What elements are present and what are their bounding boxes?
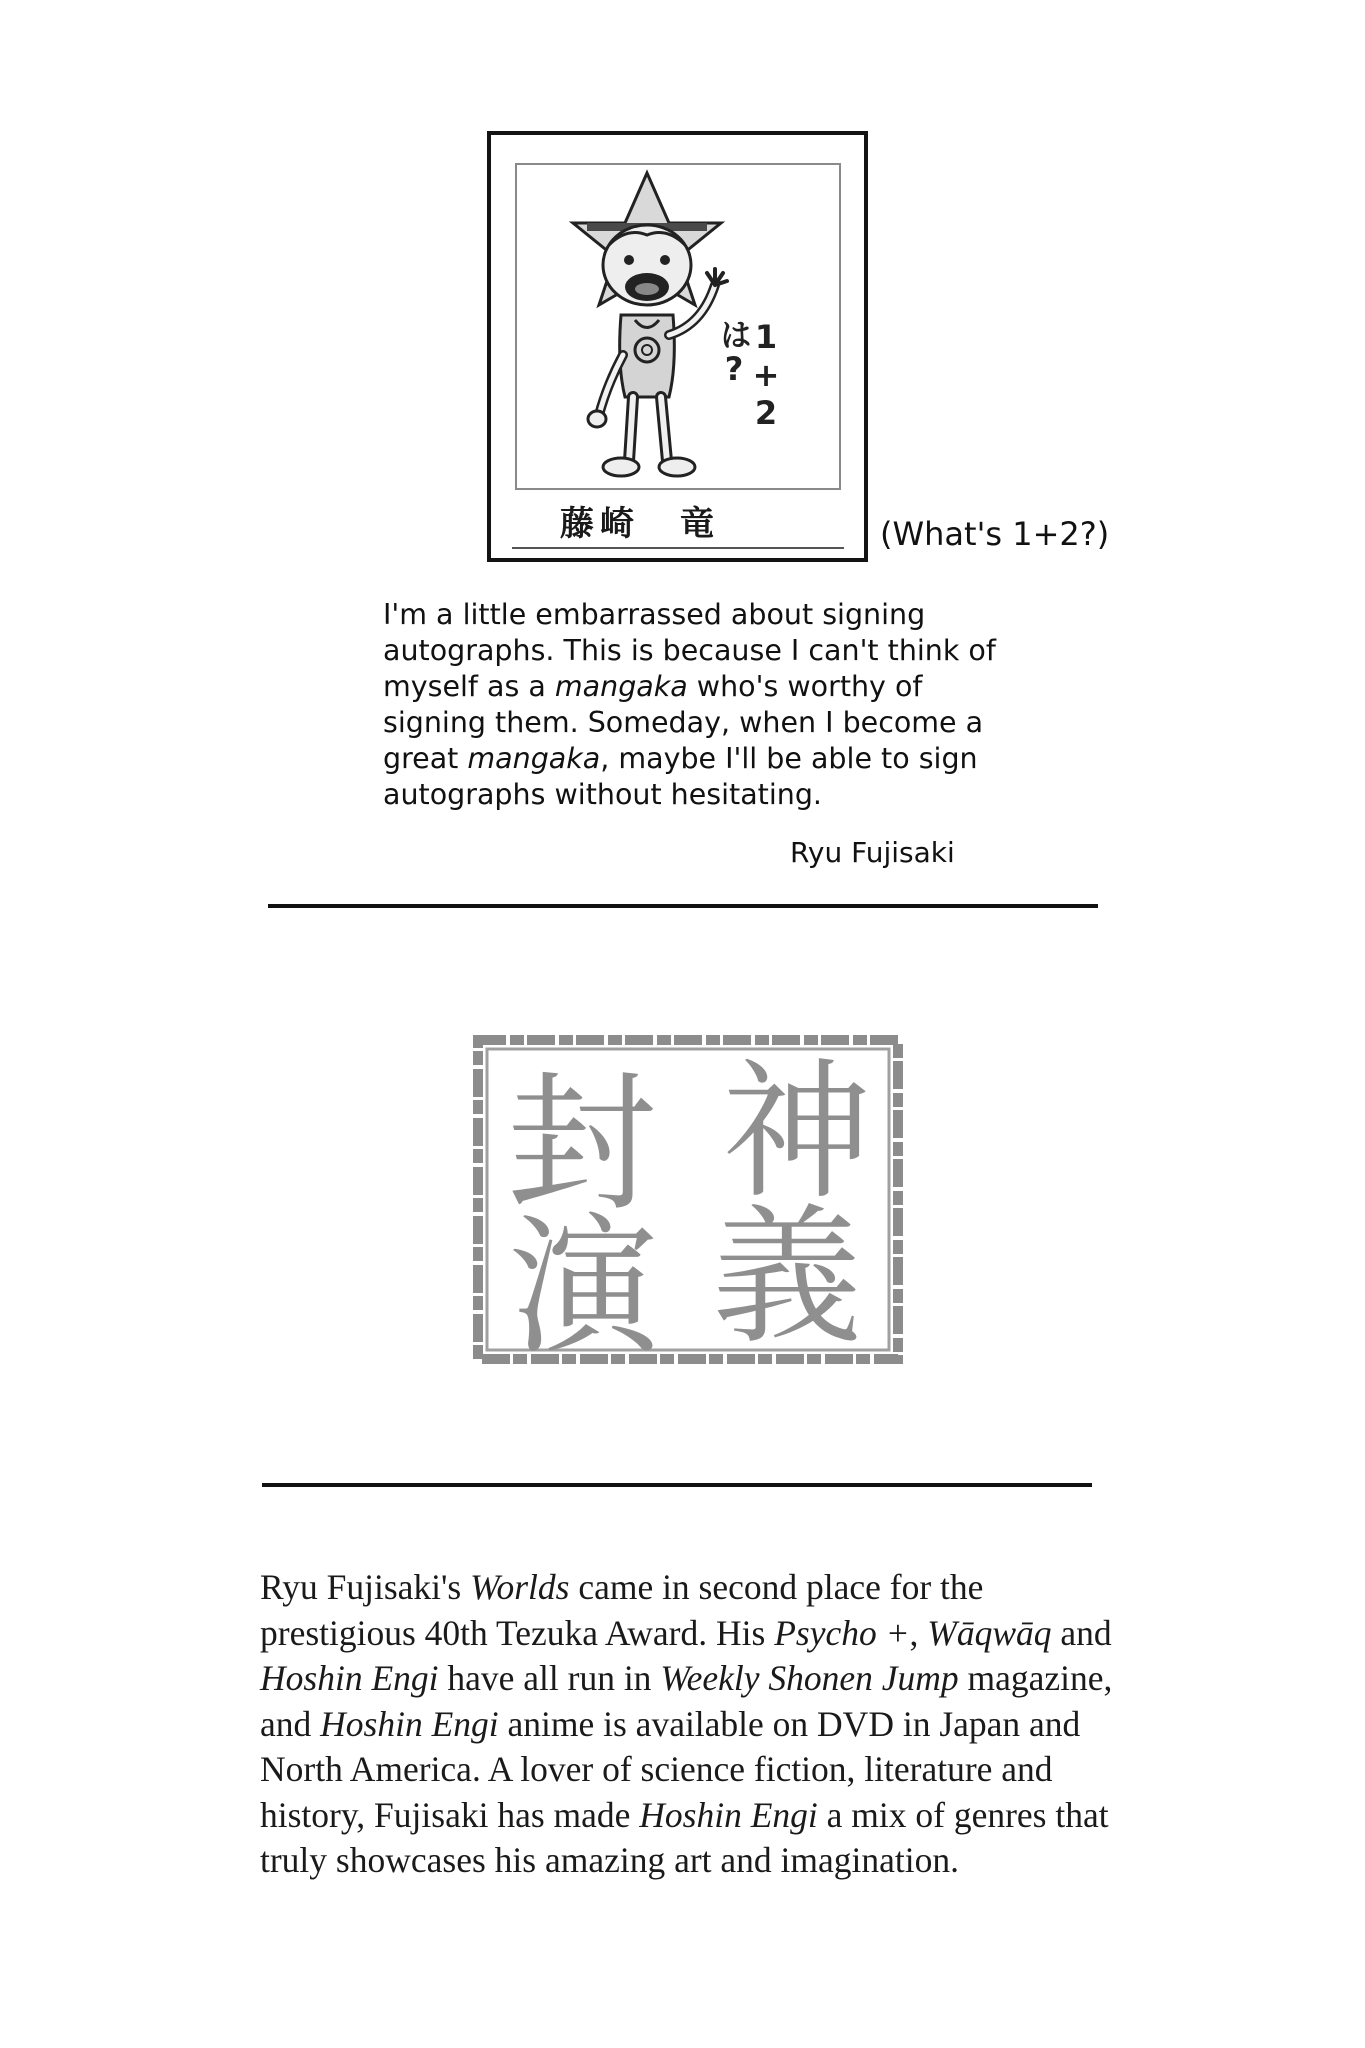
bio-title: Hoshin Engi bbox=[260, 1658, 439, 1698]
bio-text: and bbox=[1051, 1612, 1112, 1653]
seal-glyph: 演 bbox=[508, 1201, 660, 1365]
bio-text: a mix of genres that truly showcases his amazing art and imagination. bbox=[260, 1794, 1109, 1880]
bio-title: Hoshin Engi bbox=[320, 1703, 499, 1744]
author-bio bbox=[260, 1565, 1140, 1884]
bio-title: Wāqwāq bbox=[927, 1612, 1052, 1653]
hoshin-engi-seal-logo bbox=[472, 1034, 904, 1365]
bio-text: anime is available on DVD in Japan and North America. A lover of science fiction, literature and history, Fujisaki has made bbox=[260, 1703, 1081, 1835]
seal-glyph: 義 bbox=[711, 1191, 863, 1365]
bio-text: came in second place for the prestigious 40th Tezuka Award. His bbox=[260, 1567, 984, 1653]
autograph-name-kanji: 藤崎 竜 bbox=[560, 504, 720, 544]
seal-glyph: 神 bbox=[721, 1046, 873, 1220]
note-text: who's worthy of signing them. Someday, when I become a great bbox=[383, 670, 984, 775]
note-emphasis: mangaka bbox=[467, 742, 601, 775]
bio-title: Worlds bbox=[470, 1567, 570, 1607]
seal-glyph: 封 bbox=[506, 1058, 658, 1232]
author-note bbox=[383, 597, 1023, 813]
divider bbox=[262, 1483, 1092, 1487]
note-text: I'm a little embarrassed about signing autographs. This is because I can't think of myself as a bbox=[383, 598, 996, 703]
divider bbox=[268, 904, 1098, 908]
autograph-vertical-text: 1+2は? bbox=[715, 318, 785, 432]
autograph-signature-line bbox=[512, 547, 844, 549]
bio-text: , bbox=[909, 1612, 928, 1653]
chibi-character-drawing bbox=[517, 165, 839, 488]
bio-title: Psycho + bbox=[774, 1612, 910, 1653]
bio-text: magazine, and bbox=[260, 1658, 1113, 1744]
bio-text: have all run in bbox=[438, 1658, 661, 1698]
bio-title: Hoshin Engi bbox=[639, 1794, 818, 1835]
note-signature: Ryu Fujisaki bbox=[790, 836, 955, 869]
note-text: , maybe I'll be able to sign autographs without hesitating. bbox=[383, 742, 978, 811]
autograph-caption: (What's 1+2?) bbox=[880, 515, 1110, 553]
note-emphasis: mangaka bbox=[554, 670, 688, 703]
bio-text: Ryu Fujisaki's bbox=[260, 1567, 471, 1607]
bio-title: Weekly Shonen Jump bbox=[660, 1658, 959, 1698]
